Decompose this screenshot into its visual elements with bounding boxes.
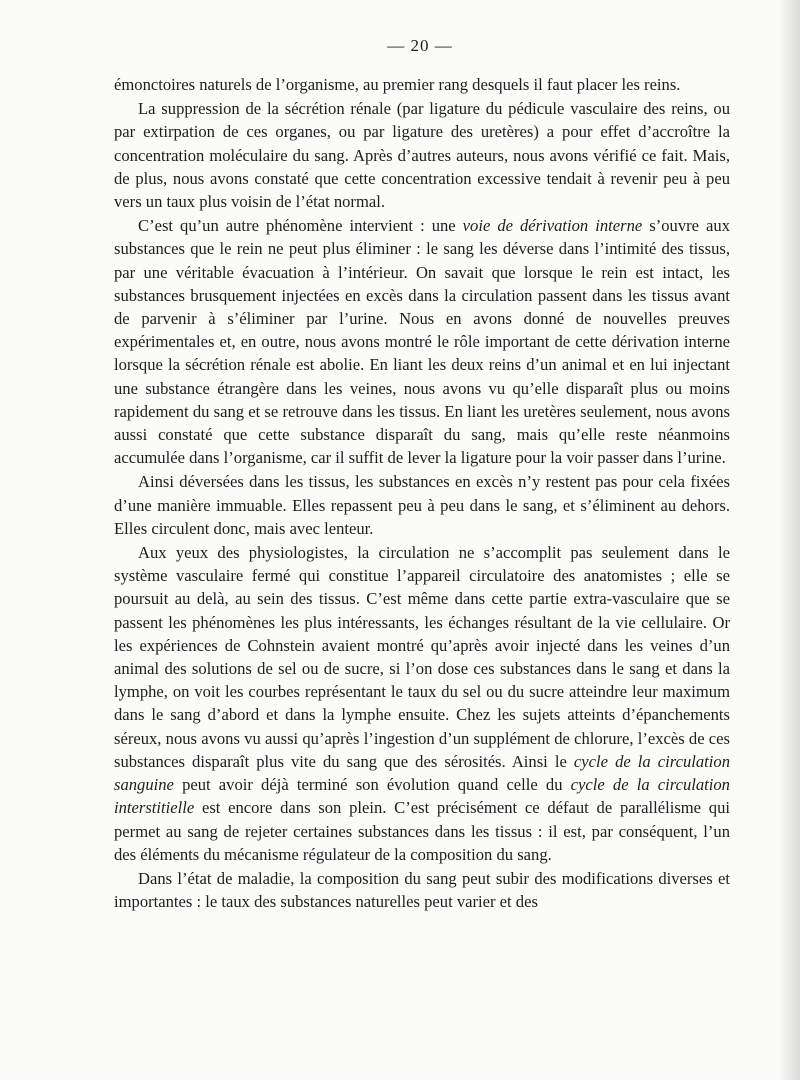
paragraph [114,73,730,96]
text-run: Ainsi déversées dans les tissus, les substances en excès n’y restent pas pour cela fixées d’une manière immuable. Elles repassent peu à peu dans le sang, et s’éliminent au dehors. Elles circulent donc, mais avec lenteur. [114,472,730,538]
text-run: La suppression de la sécrétion rénale (par ligature du pédicule vasculaire des reins, ou par extirpation de ces organes, ou par ligature des uretères) a pour effet d’accroître la concentration moléculaire du sang. Après d’autres auteurs, nous avons vérifié ce fait. Mais, de plus, nous avons constaté que cette concentration excessive tendait à revenir peu à peu vers un taux plus voisin de l’état normal. [114,99,730,212]
text-run: C’est qu’un autre phénomène intervient : une [138,216,463,236]
italic-phrase: voie de dérivation interne [462,216,643,236]
paragraph [114,214,730,469]
italic-phrase: cycle de la circulation sanguine [114,751,730,795]
text-run: s’ouvre aux substances que le rein ne peut plus éliminer : le sang les déverse dans l’intimité des tissus, par une véritable évacuation à l’intérieur. On savait que lorsque le rein est intact, les substances brusquement injectées en excès dans la circulation passent dans les tissus avant de parvenir à s’éliminer par l’urine. Nous en avons donné de nouvelles preuves expérimentales et, en outre, nous avons montré le rôle important de cette dérivation interne lorsque la sécrétion rénale est abolie. En liant les deux reins d’un animal et en lui injectant une substance étrangère dans les veines, nous avons vu qu’elle disparaît plus ou moins rapidement du sang et se retrouve dans les tissus. En liant les uretères seulement, nous avons aussi constaté que cette substance disparaît du sang, mais qu’elle reste néanmoins accumulée dans l’organisme, car il suffit de lever la ligature pour la voir passer dans l’urine. [114,216,730,468]
text-run: peut avoir déjà terminé son évolution quand celle du [173,775,571,795]
paragraph [114,867,730,913]
page-number: — 20 — [387,36,453,55]
text-run: émonctoires naturels de l’organisme, au premier rang desquels il faut placer les reins. [114,75,681,94]
text-run: Dans l’état de maladie, la composition du sang peut subir des modifications diverses et importantes : le taux des substances naturelles peut varier et des [114,868,730,912]
paragraph [114,541,730,866]
paragraph [114,97,730,213]
paragraph [114,470,730,540]
text-run: est encore dans son plein. C’est précisément ce défaut de parallélisme qui permet au sang de rejeter certaines substances dans les tissus : il est, par conséquent, l’un des éléments du mécanisme régulateur de la composition du sang. [114,798,730,864]
text-run: Aux yeux des physiologistes, la circulation ne s’accomplit pas seulement dans le système vasculaire fermé qui constitue l’appareil circulatoire des anatomistes ; elle se poursuit au delà, au sein des tissus. C’est même dans cette partie extra-vasculaire que se passent les phénomènes les plus intéressants, les échanges résultant de la vie cellulaire. Or les expériences de Cohnstein avaient montré qu’après avoir injecté dans les veines d’un animal des solutions de sel ou de sucre, si l’on dose ces substances dans le sang et dans la lymphe, on voit les courbes représentant le taux du sel ou du sucre atteindre leur maximum dans le sang d’abord et dans la lymphe ensuite. Chez les sujets atteints d’épanchements séreux, nous avons vu aussi qu’après l’ingestion d’un supplément de chlorure, l’excès de ces substances disparaît plus vite du sang que des sérosités. Ainsi le [114,543,730,771]
body-text [114,73,730,913]
italic-phrase: cycle de la circulation interstitielle [114,775,730,818]
page-binding-shadow [778,0,800,1080]
